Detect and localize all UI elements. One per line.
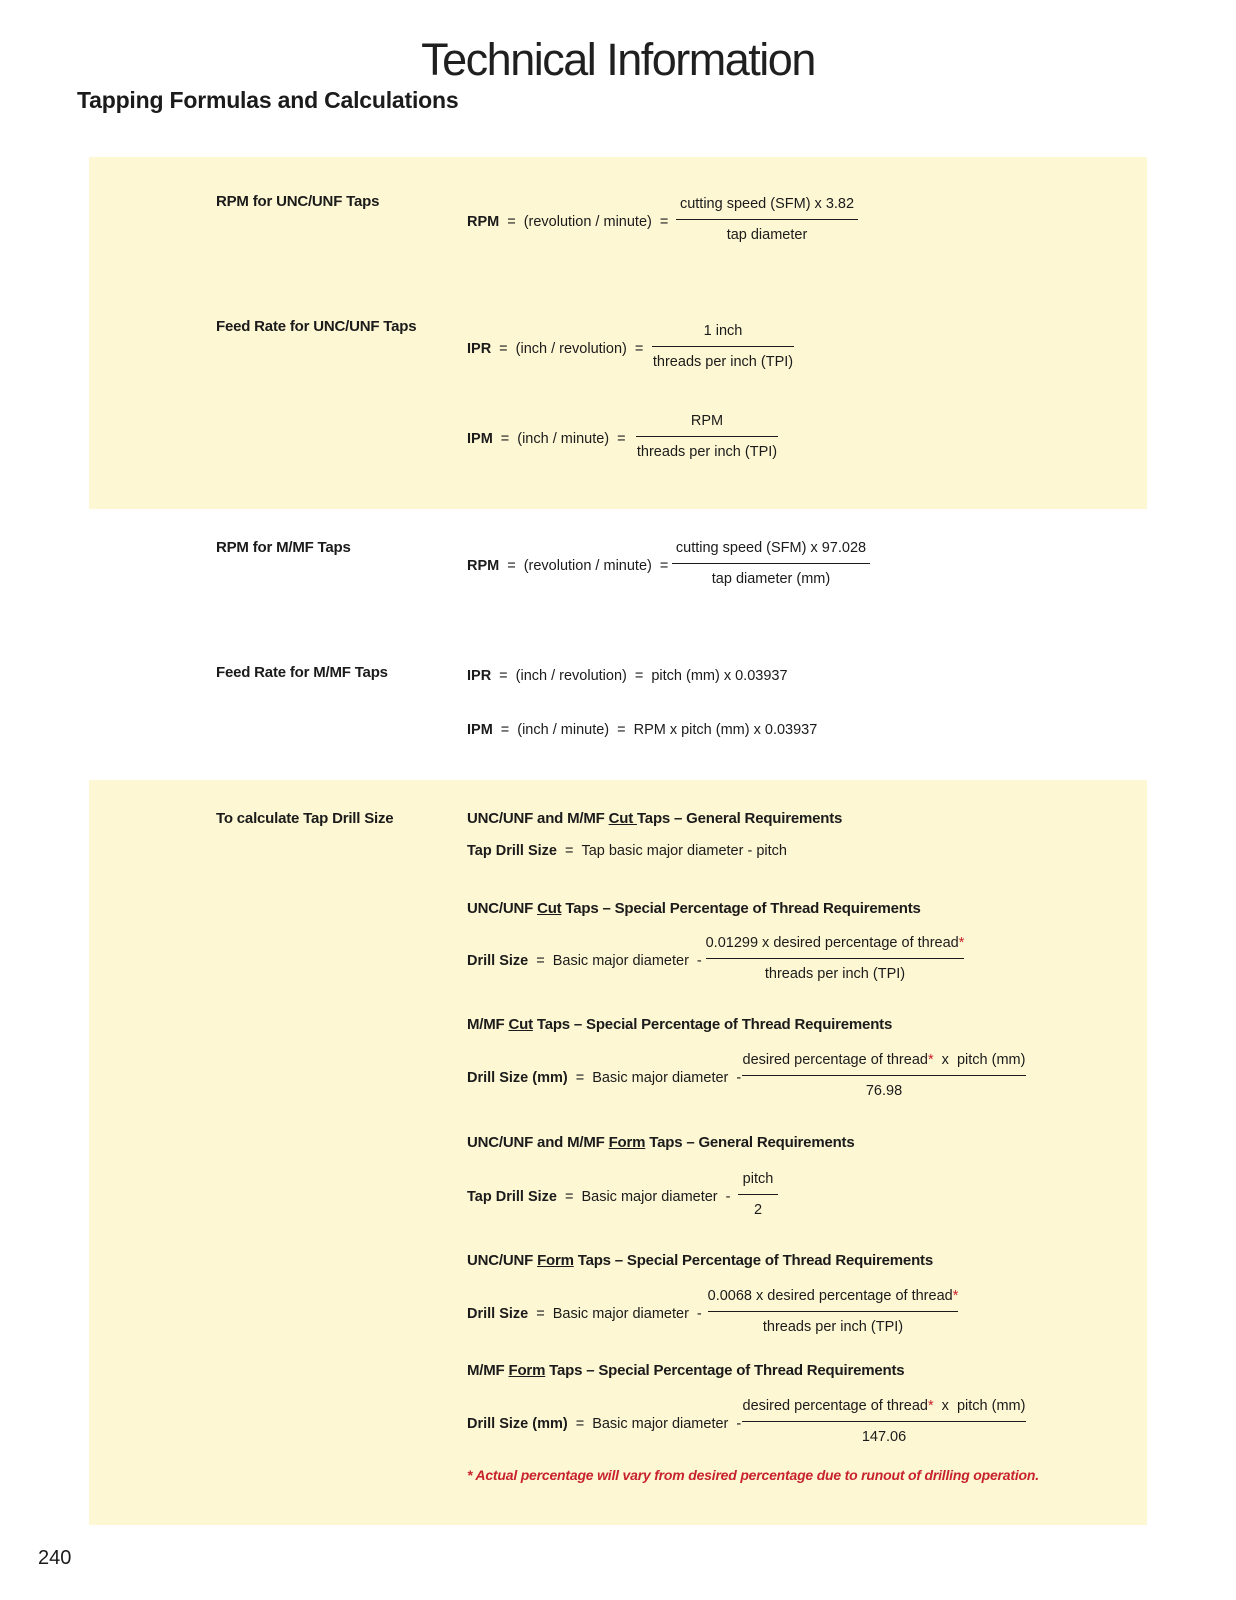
formula-rhs: pitch (mm) x 0.03937 [651,668,788,684]
formula-ipr-m [467,668,796,684]
fraction-tap-drill-form [738,1171,778,1218]
equals-sign: = [575,1070,585,1086]
heading-unc-form-special: UNC/UNF Form Taps – Special Percentage of Thread Requirements [467,1252,933,1269]
formula-mid: Basic major diameter [592,1070,729,1086]
equals-sign: = [575,1416,585,1432]
formula-lhs: IPM [467,722,493,738]
section-label-drill: To calculate Tap Drill Size [216,810,394,827]
fraction-denominator: tap diameter [726,227,808,243]
equals-sign: = [536,953,545,969]
fraction-denominator: tap diameter (mm) [711,571,831,587]
heading-unc-cut-special: UNC/UNF Cut Taps – Special Percentage of Thread Requirements [467,900,921,917]
formula-unit: (inch / revolution) [515,341,627,357]
fraction-numerator: cutting speed (SFM) x 97.028 [675,540,867,556]
equals-sign: = [634,668,644,684]
formula-drill-m-cut [467,1070,749,1086]
equals-sign: = [564,1189,574,1205]
minus-sign: - [696,1306,702,1322]
minus-sign: - [736,1416,742,1432]
formula-rhs: RPM x pitch (mm) x 0.03937 [633,722,818,738]
formula-drill-m-form [467,1416,749,1432]
formula-rhs: Tap basic major diameter - pitch [581,843,787,859]
formula-mid: Basic major diameter [592,1416,729,1432]
minus-sign: - [736,1070,742,1086]
formula-tap-drill-cut [467,843,795,859]
fraction-numerator: desired percentage of thread* x pitch (mm) [742,1398,1026,1414]
fraction-numerator: 1 inch [703,323,743,339]
section-label-feed-unc: Feed Rate for UNC/UNF Taps [216,318,417,335]
equals-sign: = [500,722,510,738]
formula-mid: Basic major diameter [581,1189,718,1205]
fraction-ipm-unc [636,413,778,460]
section-label-rpm-unc: RPM for UNC/UNF Taps [216,193,380,210]
fraction-bar [636,436,778,437]
fraction-numerator: desired percentage of thread* x pitch (mm) [742,1052,1026,1068]
fraction-ipr-unc [652,323,794,370]
formula-ipm-unc [467,431,634,447]
fraction-drill-m-form [742,1398,1026,1445]
formula-unit: (revolution / minute) [523,214,652,230]
equals-sign: = [500,431,510,447]
fraction-drill-m-cut [742,1052,1026,1099]
minus-sign: - [725,1189,731,1205]
fraction-rpm-unc [676,196,858,243]
formula-lhs: RPM [467,558,500,574]
equals-sign: = [499,341,508,357]
formula-mid: Basic major diameter [552,953,689,969]
formula-lhs: Drill Size [467,953,529,969]
formula-ipm-m [467,722,825,738]
fraction-bar [738,1194,778,1195]
fraction-denominator: threads per inch (TPI) [636,444,778,460]
fraction-bar [676,219,858,220]
fraction-denominator: threads per inch (TPI) [652,354,794,370]
formula-ipr-unc [467,341,651,357]
equals-sign: = [617,722,626,738]
formula-rpm-unc [467,214,676,230]
formula-unit: (inch / minute) [517,722,610,738]
fraction-denominator: 2 [753,1202,763,1218]
heading-cut-general: UNC/UNF and M/MF Cut Taps – General Requirements [467,810,843,827]
fraction-numerator: 0.0068 x desired percentage of thread* [707,1288,959,1304]
fraction-numerator: pitch [742,1171,774,1187]
footnote: * Actual percentage will vary from desired percentage due to runout of drilling operation. [467,1467,1039,1483]
formula-unit: (inch / revolution) [515,668,627,684]
fraction-denominator: threads per inch (TPI) [764,966,906,982]
formula-lhs: Tap Drill Size [467,843,557,859]
fraction-bar [708,1311,958,1312]
fraction-rpm-m [672,540,870,587]
fraction-drill-unc-cut [706,935,964,982]
fraction-bar [652,346,794,347]
equals-sign: = [659,214,669,230]
formula-lhs: IPR [467,341,492,357]
fraction-bar [672,563,870,564]
formula-lhs: IPR [467,668,492,684]
formula-unit: (inch / minute) [517,431,610,447]
page-title: Technical Information [421,34,815,85]
fraction-denominator: 76.98 [865,1083,903,1099]
formula-drill-unc-cut [467,953,710,969]
fraction-numerator: RPM [690,413,724,429]
section-label-rpm-m: RPM for M/MF Taps [216,539,351,556]
equals-sign: = [499,668,508,684]
formula-lhs: IPM [467,431,493,447]
formula-lhs: Drill Size [467,1306,529,1322]
formula-rpm-m [467,558,676,574]
fraction-denominator: 147.06 [861,1429,907,1445]
equals-sign: = [507,558,516,574]
fraction-drill-unc-form [708,1288,958,1335]
heading-m-form-special: M/MF Form Taps – Special Percentage of Thread Requirements [467,1362,905,1379]
equals-sign: = [634,341,644,357]
fraction-bar [742,1421,1026,1422]
formula-unit: (revolution / minute) [523,558,652,574]
equals-sign: = [564,843,574,859]
formula-mid: Basic major diameter [552,1306,689,1322]
minus-sign: - [696,953,702,969]
formula-lhs: Drill Size (mm) [467,1416,568,1432]
equals-sign: = [617,431,626,447]
formula-drill-unc-form [467,1306,710,1322]
page-number: 240 [38,1547,72,1569]
formula-lhs: Tap Drill Size [467,1189,557,1205]
formula-lhs: Drill Size (mm) [467,1070,568,1086]
fraction-numerator: 0.01299 x desired percentage of thread* [705,935,965,951]
heading-form-general: UNC/UNF and M/MF Form Taps – General Requirements [467,1134,855,1151]
fraction-numerator: cutting speed (SFM) x 3.82 [679,196,855,212]
fraction-denominator: threads per inch (TPI) [762,1319,904,1335]
fraction-bar [742,1075,1026,1076]
equals-sign: = [659,558,669,574]
heading-m-cut-special: M/MF Cut Taps – Special Percentage of Thread Requirements [467,1016,893,1033]
fraction-bar [706,958,964,959]
formula-lhs: RPM [467,214,500,230]
formula-tap-drill-form [467,1189,738,1205]
equals-sign: = [507,214,516,230]
section-label-feed-m: Feed Rate for M/MF Taps [216,664,388,681]
equals-sign: = [536,1306,545,1322]
page-subtitle: Tapping Formulas and Calculations [77,87,459,113]
